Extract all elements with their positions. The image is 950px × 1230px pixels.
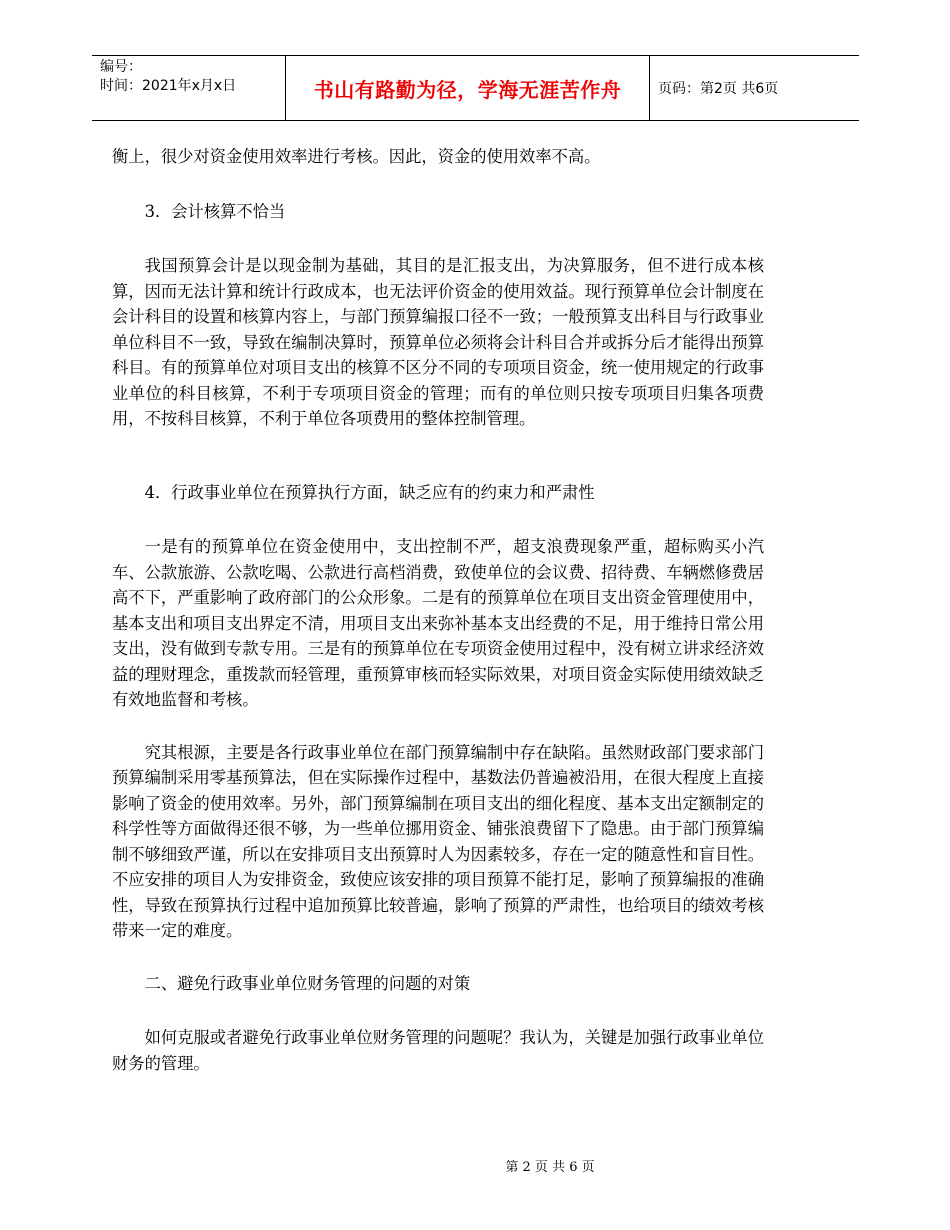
section-heading-3: 3．会计核算不恰当 <box>144 201 286 221</box>
paragraph-conclusion: 如何克服或者避免行政事业单位财务管理的问题呢？我认为，关键是加强行政事业单位财务的管理。 <box>112 1028 764 1073</box>
paragraph-continuation: 衡上，很少对资金使用效率进行考核。因此，资金的使用效率不高。 <box>112 147 601 166</box>
document-body <box>112 144 764 1076</box>
page-footer: 第 2 页 共 6 页 <box>505 1160 595 1175</box>
page-header <box>92 55 859 121</box>
header-motto: 书山有路勤为径，学海无涯苦作舟 <box>286 56 650 120</box>
header-meta <box>92 56 286 120</box>
paragraph-root-cause: 究其根源，主要是各行政事业单位在部门预算编制中存在缺陷。虽然财政部门要求部门预算编制采用零基预算法，但在实际操作过程中，基数法仍普遍被沿用，在很大程度上直接影响了资金的使用效率。另外，部门预算编制在项目支出的细化程度、基本支出定额制定的科学性等方面做得还很不够，为一些单位挪用资金、铺张浪费留下了隐患。由于部门预算编制不够细致严谨，所以在安排项目支出预算时人为因素较多，存在一定的随意性和盲目性。不应安排的项目人为安排资金，致使应该安排的项目预算不能打足，影响了预算编报的准确性，导致在预算执行过程中追加预算比较普遍，影响了预算的严肃性，也给项目的绩效考核带来一定的难度。 <box>112 742 764 940</box>
time-label: 时间：2021年x月x日 <box>100 78 237 94</box>
paragraph-accounting: 我国预算会计是以现金制为基础，其目的是汇报支出，为决算服务，但不进行成本核算，因而无法计算和统计行政成本，也无法评价资金的使用效益。现行预算单位会计制度在会计科目的设置和核算内容上，与部门预算编报口径不一致；一般预算支出科目与行政事业单位科目不一致，导致在编制决算时，预算单位必须将会计科目合并或拆分后才能得出预算科目。有的预算单位对项目支出的核算不区分不同的专项项目资金，统一使用规定的行政事业单位的科目核算，不利于专项项目资金的管理；而有的单位则只按专项项目归集各项费用，不按科目核算，不利于单位各项费用的整体控制管理。 <box>112 256 764 428</box>
paragraph-budget-execution: 一是有的预算单位在资金使用中，支出控制不严，超支浪费现象严重，超标购买小汽车、公款旅游、公款吃喝、公款进行高档消费，致使单位的会议费、招待费、车辆燃修费居高不下，严重影响了政府部门的公众形象。二是有的预算单位在项目支出资金管理使用中，基本支出和项目支出界定不清，用项目支出来弥补基本支出经费的不足，用于维持日常公用支出，没有做到专款专用。三是有的预算单位在专项资金使用过程中，没有树立讲求经济效益的理财理念，重拨款而轻管理，重预算审核而轻实际效果，对项目资金实际使用绩效缺乏有效地监督和考核。 <box>112 537 764 709</box>
header-page-info: 页码：第2页 共6页 <box>658 81 779 97</box>
serial-label: 编号： <box>100 59 142 75</box>
section-heading-4: 4．行政事业单位在预算执行方面，缺乏应有的约束力和严肃性 <box>144 482 595 502</box>
section-heading-countermeasures: 二、避免行政事业单位财务管理的问题的对策 <box>144 973 471 993</box>
